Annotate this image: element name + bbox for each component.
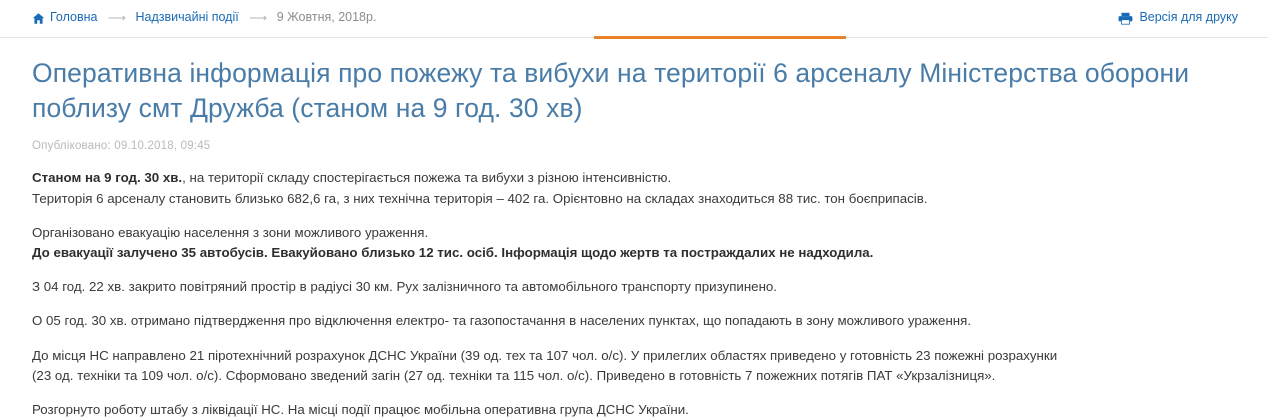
breadcrumb-separator-1: ⟶ — [108, 10, 125, 25]
article-paragraph — [32, 277, 1232, 297]
breadcrumb — [32, 10, 376, 25]
article-line: Станом на 9 год. 30 хв., на території складу спостерігається пожежа та вибухи з різною інтенсивністю. — [32, 170, 672, 186]
breadcrumb-separator-2: ⟶ — [249, 10, 267, 25]
article-content — [0, 39, 1268, 420]
article-line: До місця НС направлено 21 піротехнічний розрахунок ДСНС України (39 од. тех та 107 чол. о/с). У прилеглих областях приведено у готовність 23 пожежні розрахунки — [32, 347, 1058, 363]
article-paragraph — [32, 346, 1232, 386]
breadcrumb-item-current: 9 Жовтня, 2018р. — [276, 10, 377, 24]
breadcrumb-item-home[interactable]: Головна — [50, 10, 98, 24]
top-bar — [0, 0, 1268, 34]
article-line — [32, 243, 1232, 263]
article-line: Організовано евакуацію населення з зони можливого ураження. — [32, 224, 429, 240]
article-line: З 04 год. 22 хв. закрито повітряний простір в радіусі 30 км. Рух залізничного та автомобільного транспорту призупинено. — [32, 279, 777, 295]
article-line: О 05 год. 30 хв. отримано підтвердження про відключення електро- та газопостачання в населених пунктах, що попадають в зону можливого ураження. — [32, 313, 972, 329]
page-title: Оперативна інформація про пожежу та вибухи на території 6 арсеналу Міністерства оборони поблизу смт Дружба (станом на 9 год. 30 хв) — [32, 58, 1190, 124]
home-icon — [32, 12, 45, 25]
article-paragraph — [32, 311, 1232, 331]
article-line-emphasis: До евакуації залучено 35 автобусів. Евакуйовано близько 12 тис. осіб. Інформація щодо жертв та постраждалих не надходила. — [32, 245, 874, 261]
article-paragraph — [32, 223, 1232, 263]
article-body — [32, 168, 1232, 420]
header-divider — [0, 36, 1268, 39]
printer-icon — [1118, 12, 1133, 25]
published-date: Опубліковано: 09.10.2018, 09:45 — [32, 140, 211, 153]
article-line-emphasis: Станом на 9 год. 30 хв. — [32, 170, 183, 186]
article-line: Розгорнуто роботу штабу з ліквідації НС. На місці події працює мобільна оперативна група ДСНС України. — [32, 402, 689, 418]
divider-accent — [594, 36, 846, 39]
article-paragraph — [32, 168, 1232, 208]
article-paragraph — [32, 400, 1232, 420]
breadcrumb-item-section[interactable]: Надзвичайні події — [135, 10, 239, 24]
print-version-link[interactable] — [1118, 10, 1238, 24]
article-line: (23 од. техніки та 109 чол. о/с). Сформовано зведений загін (27 од. техніки та 115 чол. о/с). Приведено в готовність 7 пожежних потягів ПАТ «Укрзалізниця». — [32, 367, 996, 383]
article-line: Територія 6 арсеналу становить близько 682,6 га, з них технічна територія – 402 га. Орієнтовно на складах знаходиться 88 тис. тон боєприпасів. — [32, 190, 928, 206]
print-version-label: Версія для друку — [1139, 10, 1238, 24]
